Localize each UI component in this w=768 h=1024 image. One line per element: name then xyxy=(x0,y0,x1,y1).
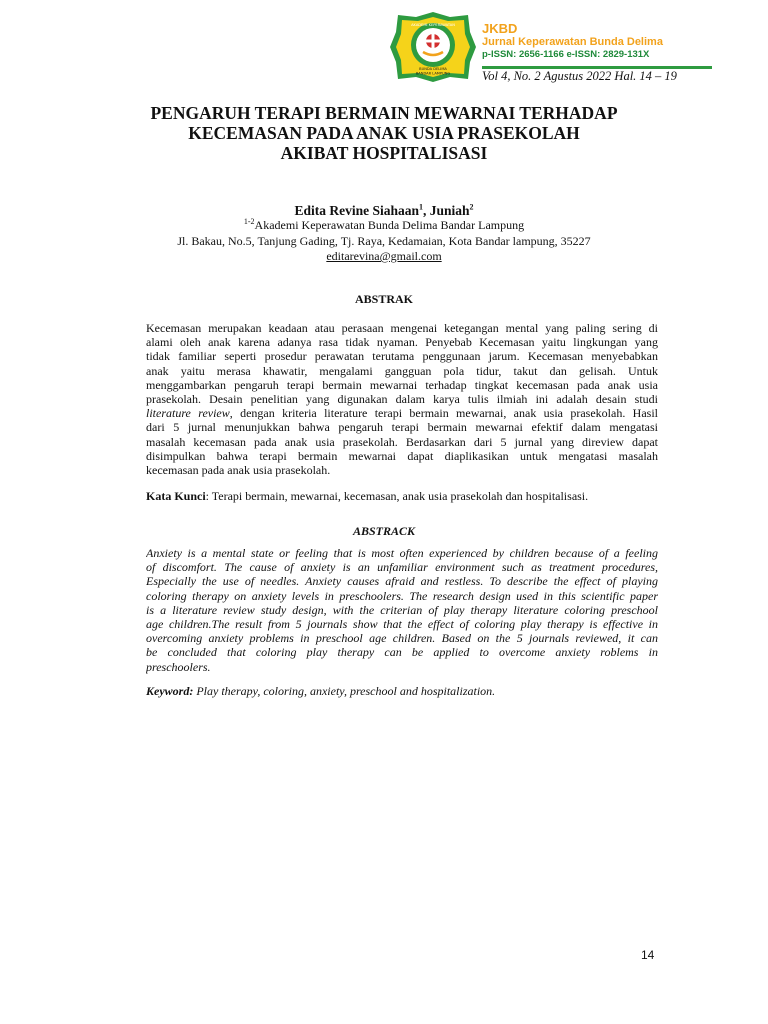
keyword-en-label: Keyword: xyxy=(146,684,194,698)
author-name: Edita Revine Siahaan xyxy=(294,203,419,218)
abstrak-line: alami oleh anak karena adanya rasa tidak nyaman. Penyebab Kecemasan yaitu lingkungan yang xyxy=(146,335,658,350)
title-line: AKIBAT HOSPITALISASI xyxy=(280,143,488,163)
title-line: KECEMASAN PADA ANAK USIA PRASEKOLAH xyxy=(188,123,580,143)
abstract-line: coloring therapy on anxiety levels in preschoolers. The research design used in this scientific paper xyxy=(146,588,658,603)
journal-issn: p-ISSN: 2656-1166 e-ISSN: 2829-131X xyxy=(482,49,650,60)
abstrak-line xyxy=(146,406,658,420)
paper-title xyxy=(100,103,668,163)
abstract-line: age children.The result from 5 journals show that the effect of coloring play therapy is effective in xyxy=(146,617,658,632)
title-line: PENGARUH TERAPI BERMAIN MEWARNAI TERHADAP xyxy=(150,103,618,123)
abstract-line: Especially the use of needles. Anxiety causes afraid and restless. To describe the effect of playing xyxy=(146,574,658,589)
affiliation-sup: 1-2 xyxy=(243,217,255,226)
abstrak-italic-term: literature review xyxy=(146,406,230,421)
volume-info: Vol 4, No. 2 Agustus 2022 Hal. 14 – 19 xyxy=(482,69,677,83)
abstract-line: overcoming anxiety problems in preschool age children. Based on the 5 journals reviewed, it can xyxy=(146,631,658,646)
abstract-line: Anxiety is a mental state or feeling that is most often experienced by children because of a feeling xyxy=(146,546,658,560)
abstract-line: be concluded that coloring play therapy can be applied to overcome anxiety roblems in xyxy=(146,645,658,660)
author-sup: 2 xyxy=(469,202,474,212)
abstrak-body xyxy=(146,321,658,477)
author-name: Juniah xyxy=(429,203,470,218)
abstrak-line-rest: , dengan kriteria literature terapi bermain mewarnai, anak usia prasekolah. Hasil xyxy=(229,406,658,421)
abstrak-line: dari 5 jurnal menunjukkan bahwa pengaruh terapi bermain mewarnai efektif dalam mengatasi xyxy=(146,420,658,435)
abstrak-line: anak yaitu merasa khawatir, mengalami gangguan pola tidur, takut dan gelisah. Untuk xyxy=(146,363,658,378)
page-number: 14 xyxy=(641,948,655,962)
abstrak-line: kecemasan pada anak usia prasekolah. xyxy=(146,463,331,478)
author-sup: 1 xyxy=(419,202,423,212)
abstrak-line: tidak familiar seperti prosedur perawatan terutama penggunaan jarum. Kecemasan menyebabkan xyxy=(146,349,658,364)
abstract-heading: ABSTRACK xyxy=(352,524,416,538)
author-separator: , xyxy=(423,203,430,218)
institution-name: Akademi Keperawatan Bunda Delima Bandar Lampung xyxy=(254,218,525,232)
author-list xyxy=(100,203,668,219)
svg-text:BANDAR LAMPUNG: BANDAR LAMPUNG xyxy=(415,71,451,76)
journal-info xyxy=(482,22,712,61)
author-email-link[interactable]: editarevina@gmail.com xyxy=(326,249,442,263)
abstract-line: preschoolers. xyxy=(146,659,211,674)
abstrak-line: Kecemasan merupakan keadaan atau perasaan mengenai ketegangan mental yang paling sering di xyxy=(146,321,658,335)
journal-abbreviation: JKBD xyxy=(482,21,518,36)
svg-text:BUNDA DELIMA: BUNDA DELIMA xyxy=(419,67,447,71)
institution-logo xyxy=(390,10,476,84)
kata-kunci-label: Kata Kunci xyxy=(146,489,206,503)
institution-address: Jl. Bakau, No.5, Tanjung Gading, Tj. Raya, Kedamaian, Kota Bandar lampung, 35227 xyxy=(177,233,591,248)
kata-kunci-text: : Terapi bermain, mewarnai, kecemasan, anak usia prasekolah dan hospitalisasi. xyxy=(205,489,589,503)
abstract-line: is a literature review study design, with the criterian of play therapy literature coloring preschool xyxy=(146,602,658,617)
svg-text:AKADEMI KEPERAWATAN: AKADEMI KEPERAWATAN xyxy=(411,23,455,27)
keyword-en xyxy=(146,684,666,699)
abstract-line: of discomfort. The cause of anxiety is an unfamiliar environment such as treatment procedures, xyxy=(146,560,658,575)
journal-name: Jurnal Keperawatan Bunda Delima xyxy=(482,36,663,48)
kata-kunci xyxy=(146,489,666,504)
abstrak-line: disimpulkan bahwa terapi bermain mewarnai dapat diaplikasikan untuk mengatasi masalah xyxy=(146,448,658,463)
affiliation xyxy=(100,218,668,265)
abstrak-line: menggambarkan pengaruh terapi bermain mewarnai terhadap tingkat kecemasan pada anak usia xyxy=(146,377,658,392)
abstract-body xyxy=(146,546,658,674)
abstrak-line: masalah kecemasan pada anak usia prasekolah. Berdasarkan dari 5 jurnal yang direview dapat xyxy=(146,434,658,449)
abstrak-heading: ABSTRAK xyxy=(354,292,413,306)
keyword-en-text: Play therapy, coloring, anxiety, preschool and hospitalization. xyxy=(193,684,496,698)
abstrak-line: prasekolah. Desain penelitian yang digunakan dalam karya tulis ilmiah ini adalah desain studi xyxy=(146,392,658,407)
